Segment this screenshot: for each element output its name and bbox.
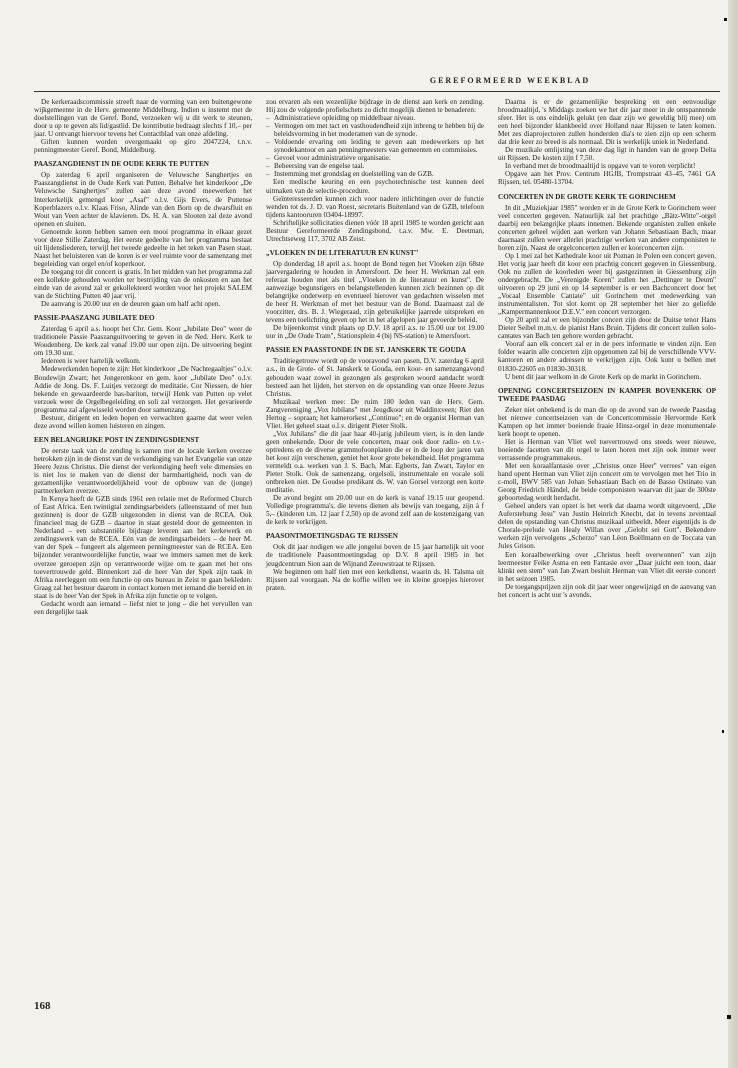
article-paragraph: Een medische keuring en een psychotechnische test kunnen deel uitmaken van de selectie-procedure.: [266, 178, 484, 195]
article-paragraph: U bent dit jaar welkom in de Grote Kerk op de markt in Gorinchem.: [505, 372, 702, 381]
article-paragraph: De muzikale omlijsting van deze dag ligt in handen van de groep Delta uit Rijssen. De kosten zijn f 7,50.: [498, 146, 716, 163]
column-2: [266, 98, 484, 592]
profile-list-item: – Instemming met grondslag en doelstelling van de GZB.: [266, 170, 484, 178]
article-paragraph: Op zaterdag 6 april organiseren de Veluwsche Sanghertjes en Paaszangdienst in de Oude Kerk van Putten. Behalve het kinderkoor „De Veluwsche Sanghertjes" zullen aan deze avond meewerken het Interkerkelijk gemengd koor „Asaf" o.l.v. Gijs Evers, de Puttense Koperblazers o.l.v. Klaas Friso, Alinde van den Born op de dwarsfluit en Wout van Veen achter de klavieren. Ds. H. A. van Slooten zal deze avond openen en sluiten.: [34, 171, 252, 228]
article-paragraph: Zeker niet onbekend is de man die op de avond van de tweede Paasdag het nieuwe concertseizoen van de Concertcommissie Hervormde Kerk Kampen op het immer boeiende fraaie Hinsz-orgel in deze monumentale kerk hoopt te openen.: [498, 405, 716, 438]
article-paragraph: „Vox Jubilans" die dit jaar haar 40-jarig jubileum viert, is in den lande geen onbekende. Door de vele concerten, maar ook door radio- en t.v.-optredens en de diverse grammofoonplaten die er in de loop der jaren van het koor zijn verschenen, geniet het koor grote bekendheid. Het programma vermeldt o.a. werken van J. S. Bach, Mar. Egberts, Jan Zwart, Taylor en Pieter Stolk. Ook de samenzang, orgelsoli, instrumentale en vocale soli ontbreken niet. De Goudse predikant ds. W. van Gorsel verzorgt een korte meditatie.: [266, 429, 484, 495]
article-paragraph: Op 1 mei zal het Kathedrale koor uit Poznan in Polen een concert geven. Het vorig jaar heeft dit koor een prachtig concert gegeven in Giessenburg. Ook nu zullen de koorleden weer bij gastgezinnen in Giessenburg zijn ondergebracht. De „Verenigde Koren" zullen het „Dettinger te Deum" uitvoeren op 29 juni en op 14 september is er een Bachconcert door het „Vocaal Ensemble Cantate" uit Gorinchem met medewerking van instrumentalisten. Tot slot komt op 28 september het hier zo geliefde „Kampermannenkoor D.E.V." een concert verzorgen.: [498, 251, 716, 317]
article-paragraph: De toegangsprijzen zijn ook dit jaar weer ongewijzigd en de aanvang van het concert is acht uur 's avonds.: [498, 582, 716, 599]
article-heading: PAASONTMOETINGSDAG TE RIJSSEN: [266, 532, 398, 541]
article-paragraph: Op donderdag 18 april a.s. hoopt de Bond tegen het Vloeken zijn 68ste jaarvergadering te houden in Amersfoort. De heer H. Werkman zal een referaat houden met als titel „Vloeken in de literatuur en kunst". De aanwezige begunstigers en belangstellenden kunnen zich bezinnen op dit belangrijke onderwerp en eventueel hierover van gedachten wisselen met de heer H. Werkman of met het bestuur van de Bond. Daarnaast zal de voorzitter, drs. B. J. Wiegeraad, zijn gebruikelijke jaarrede uitspreken en tevens een toelichting geven op het in het afgelopen jaar gevoerde beleid.: [266, 259, 484, 325]
article-paragraph: De bijeenkomst vindt plaats op D.V. 18 april a.s. te 15.00 uur tot 19.00 uur in „De Oude Tram", Stationsplein 4 (bij NS-station) te Amersfoort.: [266, 324, 484, 341]
article-paragraph: Bestuur, dirigent en leden hopen en verwachten gaarne dat weer velen deze avond willen komen luisteren en zingen.: [34, 413, 252, 430]
article-paragraph: Een koraalbewerking over „Christus heeft overwonnen" van zijn leermeester Feike Asma en een Fantasie over „Daar juicht een toon, daar klinkt een stem" van Jan Zwart besluit Herman van Vliet dit eerste concert in het seizoen 1985.: [498, 550, 716, 583]
article-paragraph: In verband met de broodmaaltijd is opgave van te voren verplicht!: [505, 162, 696, 171]
article-paragraph: Schriftelijke sollicitaties dienen vóór 18 april 1985 te worden gericht aan Bestuur Gereformeerde Zendingsbond, t.a.v. Mw. E. Deetman, Utrechtseweg 117, 3702 AB Zeist.: [266, 218, 484, 243]
article-paragraph: Daarna is er de gezamenlijke bespreking en een eenvoudige broodmaaltijd, 's Middags zoeken we het dir jaar meer in de ontspannende sfeer. Het is ons eindelijk gelukt (en daar zijn we geweldig blij mee) om een heel bijzonder klankbeeld over Holland naar Rijssen te laten komen. Met zes diaprojectoren zullen honderden dia's te zien zijn op een scherm dat drie keer zo breed is als normaal. Dit is werkelijk uniek in Nederland.: [498, 98, 716, 147]
profile-list-item: – Vermogen om met tact en vasthoudendheid zijn inbreng te hebben bij de beleidsvorming in het moderamen van de synode.: [266, 122, 484, 138]
scan-speck: [727, 1015, 731, 1019]
article-paragraph: In dit „Muziekjaar 1985" worden er in de Grote Kerk te Gorinchem weer veel concerten gegeven. Natuurlijk zal het prachtige „Bätz-Witte"-orgel daarbij een belangrijke plaats innemen. Bekende organisten zullen enkele concerten geheel wijden aan werken van Johann Sebastiaan Bach, maar daarnaast zullen weer allerlei prachtige werken van andere componisten te horen zijn. Naast de orgelconcerten zullen er koorconcerten zijn.: [498, 203, 716, 252]
scan-speck: [722, 730, 724, 733]
article-heading: EEN BELANGRIJKE POST IN ZENDINGSDIENST: [34, 435, 200, 444]
article-paragraph: Opgave aan het Prov. Centrum HGJB, Trompstraat 43–45, 7461 GA Rijssen, tel. 05480-13704.: [498, 170, 716, 187]
article-paragraph: zou ervaren als een wezenlijke bijdrage in de dienst aan kerk en zending. Hij zou de volgende profielschets zo dicht mogelijk dienen te benaderen:: [266, 98, 484, 115]
profile-list-item: – Administratieve opleiding op middelbaar niveau.: [266, 114, 484, 122]
profile-list: [266, 114, 484, 178]
article-heading: CONCERTEN IN DE GROTE KERK TE GORINCHEM: [498, 192, 676, 201]
article-paragraph: Op 20 april zal er een bijzonder concert zijn door de Duitse tenor Hans Dieter Seibel m.m.v. de pianist Hans Bruin. Tijdens dit concert zullen solo-cantates van Bach ten gehore worden gebracht.: [498, 316, 716, 341]
header-rule: [34, 91, 720, 92]
article-paragraph: Gedacht wordt aan iemand – liefst niet te jong – die het vervullen van een dergelijke taak: [34, 599, 252, 616]
article-paragraph: Muzikaal werken mee: De ruim 180 leden van de Herv. Gem. Zangvereniging „Vox Jubilans" met Jeugdkoor uit Waddinxveen; Riet den Hertog – sopraan; het kamerorkest „Continuo"; en de organist Herman van Vliet. Het geheel staat o.l.v. dirigent Pieter Stolk.: [266, 397, 484, 430]
article-paragraph: Traditiegetrouw wordt op de vooravond van pasen, D.V. zaterdag 6 april a.s., in de Grote- of St. Janskerk te Gouda, een koor- en samenzangavond gehouden waar zowel in gezongen als gesproken woord aandacht wordt besteed aan het lijden, het sterven en de opstanding van onze Heere Jezus Christus.: [266, 357, 484, 398]
article-paragraph: Genoemde koren hebben samen een mooi programma in elkaar gezet voor deze Stille Zaterdag. Het eerste gedeelte van het programma bestaat uit lijdensliederen, terwijl het tweede gedeelte in het teken van Pasen staat. Naast het beluisteren van de koren is er veel ruimte voor de samenzang met begeleiding van orgel en/of koperkoor.: [34, 227, 252, 268]
article-paragraph: We beginnen om half tien met een kerkdienst, waarin ds. H. Talsma uit Rijssen zal voorgaan. Na de koffie willen we in kleine groepjes hierover praten.: [266, 567, 484, 592]
article-paragraph: De avond begint om 20.00 uur en de kerk is vanaf 19.15 uur geopend. Volledige programma's, die tevens dienen als bewijs van toegang, zijn à f 5,– (kinderen t.m. 12 jaar f 2,50) op de avond zelf aan de kostenzigang van de kerk te verkrijgen.: [266, 494, 484, 527]
column-1: [34, 98, 252, 616]
article-paragraph: Medewerkenden hopen te zijn: Het kinderkoor „De Nachtegaaltjes" o.l.v. Boudewijn Zwart; het Jongerenkoor en gem. koor „Jubilate Deo" o.l.v. Addie de Jong. Ds. F. Luitjes verzorgt de meditatie. Cor Niessen, de hier bekende en gewaardeerde bas-bariton, terwijl Henk van Putten op velet verzoek weer de Orgelbegeleiding en soli zal verzorgen. Het gevarieerde programma zal afgewisseld worden door samenzang.: [34, 365, 252, 414]
article-paragraph: Ook dit jaar nodigen we alle jongelui boven de 15 jaar hartelijk uit voor de traditionele Paasontmoetingsdag op D.V. 8 april 1985 in het jeugdcentrum Sion aan de Wijnand Zeeuwstraat te Rijssen.: [266, 543, 484, 568]
article-paragraph: Geheel anders van opzet is het werk dat daarna wordt uitgevoerd, „Die Auferstehung Jesu" van Justin Heinrich Knecht, dat in tevens zeventaal delen de opstanding van Christus muzikaal uitbeeldt. Meer eigentijds is de Chorale-prelude van Healy Willan over „Gelobt sei Gott". Bekendere werken zijn vervolgens „Scherzo" van Léon Boëllmann en de Toccata van Jules Grison.: [498, 502, 716, 551]
article-paragraph: Met een koraalfantasie over „Christus onze Heer" verrees" van eigen hand opent Herman van Vliet zijn concert om te vervolgen met het Trio in c-moll, BWV 585 van Johan Sebastiaan Bach en de Basso Ostinato van Georg Friedrich Händel, de beide componisten waarvan dit jaar de 300ste geboortedag wordt herdacht.: [498, 462, 716, 503]
article-paragraph: De toegang tot dit concert is gratis. In het midden van het programma zal een kollekte gehouden worden ter bestrijding van de onkosten en aan het einde van de avond zal er gekollekteerd worden voor het projekt SALEM van de Stichting Putten 40 jaar vrij.: [34, 267, 252, 301]
article-paragraph: Giften kunnen worden overgemaakt op giro 2047224, t.n.v. penningmeester Geref. Bond, Middelburg.: [34, 138, 252, 155]
article-paragraph: Het is Herman van Vliet wel toevertrouwd ons steeds weer nieuwe, boeiende facetten van dit orgel te laten horen met zijn ook immer weer verrassende programmakeus.: [498, 437, 716, 462]
page-binding-edge: [728, 0, 738, 1068]
article-heading: PASSIE-PAASZANG JUBILATE DEO: [34, 314, 155, 323]
scan-speck: [724, 18, 727, 21]
profile-list-item: – Voldoende ervaring om leiding te geven aan medewerkers op het synodekantoor en aan penningmeesters van gemeenten en commissies.: [266, 138, 484, 154]
page-number: 168: [34, 1000, 51, 1012]
article-heading: PASSIE EN PAASSTONDE IN DE ST. JANSKERK TE GOUDA: [266, 346, 467, 355]
article-paragraph: De aanvang is 20.00 uur en de deuren gaan om half acht open.: [41, 300, 221, 309]
running-header: GEREFORMEERD WEEKBLAD: [429, 76, 591, 85]
article-paragraph: De kerkeraadscommissie streeft naar de vorming van een buitengewone wijkgemeente in de Herv. gemeente Middelburg. Indien u instemt met de doelstellingen van de Geref. Bond, verzoeken wij u dit werk te steunen, door u op te geven als lid/gastlid. De kontributie bedraagt slechts f 10,– per jaar. U ontvangt hiervoor tevens het Contactblad van onze afdeling.: [34, 98, 252, 139]
article-paragraph: Geïnteresseerden kunnen zich voor nadere inlichtingen over de functie wenden tot ds. J. D. van Roest, secretaris Buitenland van de GZB, telefoon tijdens kantooruren 03404-18997.: [266, 194, 484, 219]
article-paragraph: Vooraf aan elk concert zal er in de pers informatie te vinden zijn. Een folder waarin alle concerten zijn opgenomen zal bij de verschillende VVV-kantoren en andere adressen te verkrijgen zijn. Ook kunt u bellen met 01830-22605 en 01830-30318.: [498, 340, 716, 373]
article-heading: OPENING CONCERTSEIZOEN IN KAMPER BOVENKERK OP TWEEDE PAASDAG: [498, 386, 716, 403]
article-paragraph: De eerste taak van de zending is samen met de locale kerken overzee betrokken zijn in de dienst van de verkondiging van het Evangelie van onze Heere Jezus Christus. Die dienst der verkondiging heeft vele dimensies en is niet los te maken van de dienst der barmhartigheid, noch van de gezamenlijke verantwoordelijkheid voor de opbouw van de (jonge) partnerkerken overzee.: [34, 446, 252, 496]
profile-list-item: – Beheersing van de engelse taal.: [266, 162, 484, 170]
column-3: [498, 98, 716, 599]
article-heading: „VLOEKEN IN DE LITERATUUR EN KUNST": [266, 248, 419, 257]
article-paragraph: Iedereen is weer hartelijk welkom.: [41, 357, 141, 366]
article-heading: PAASZANGDIENST IN DE OUDE KERK TE PUTTEN: [34, 160, 209, 169]
profile-list-item: – Gevoel voor administratieve organisatie.: [266, 154, 484, 162]
article-paragraph: In Kenya heeft de GZB sinds 1961 een relatie met de Reformed Church of East Africa. Een twintigtal zendingsarbeiders (alleenstaand of met hun gezinnen) is door de GZB uitgezonden in dienst van de RCEA. Ook financieel mag de GZB – daartoe in staat gesteld door de gemeenten in Nederland – een substantiële bijdrage leveren aan het kerkewerk en zendingswerk van de RCEA. Eén van de zendingsarbeiders – de heer M. van der Spek – fungeert als algemeen penningmeester van de RCEA. Een bijzonder verantwoordelijke functie, waar we immers samen met de kerk overzee geroepen zijn op verantwoorde wijze om te gaan met het ons toevertrouwde geld. Binnenkort zal de heer Van der Spek zijn taak in Afrika neerleggen om een functie op ons bureau in Zeist te gaan bekleden. Graag zal het bestuur daarom in contact komen met iemand die bereid en in staat is de heer Van der Spek in Afrika zijn functie op te volgen.: [34, 495, 252, 600]
article-paragraph: Zaterdag 6 april a.s. hoopt het Chr. Gem. Koor „Jubilate Deo" weer de traditionele Passie Paaszanguitvoering te geven in de Ned. Herv. Kerk te Woudenberg. De kerk zal vanaf 19.00 uur open zijn. De uitvoering begint om 19.30 uur.: [34, 325, 252, 358]
